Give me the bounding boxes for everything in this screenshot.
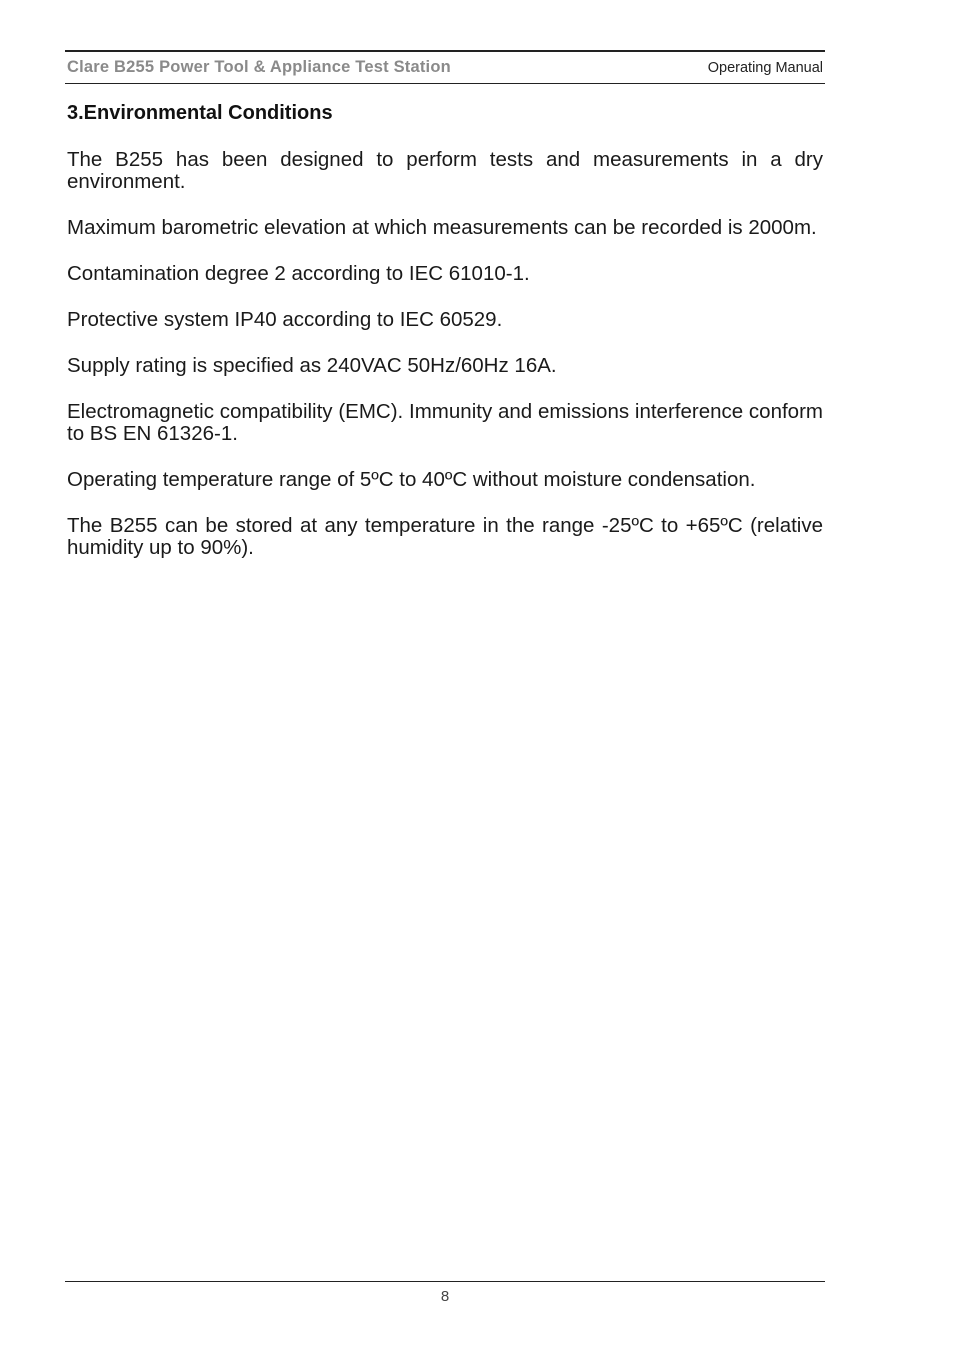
section-heading: 3.Environmental Conditions xyxy=(67,102,333,124)
paragraph-supply-rating: Supply rating is specified as 240VAC 50Hz/60Hz 16A. xyxy=(67,354,557,377)
page-number: 8 xyxy=(440,1288,450,1305)
paragraph-contamination-degree: Contamination degree 2 according to IEC 61010-1. xyxy=(67,262,530,285)
document-type-label: Operating Manual xyxy=(707,60,823,76)
document-title: Clare B255 Power Tool & Appliance Test Station xyxy=(67,58,451,76)
footer-divider xyxy=(65,1281,825,1282)
page-header xyxy=(65,50,825,84)
page-content xyxy=(67,100,823,583)
paragraph-dry-environment: The B255 has been designed to perform tests and measurements in a dry environment. xyxy=(67,148,823,193)
paragraph-protective-system: Protective system IP40 according to IEC 60529. xyxy=(67,308,503,331)
paragraph-barometric-elevation: Maximum barometric elevation at which measurements can be recorded is 2000m. xyxy=(67,216,817,239)
paragraph-operating-temperature: Operating temperature range of 5ºC to 40ºC without moisture condensation. xyxy=(67,468,756,491)
paragraph-storage-temperature: The B255 can be stored at any temperature in the range -25ºC to +65ºC (relative humidity up to 90%). xyxy=(67,514,823,559)
paragraph-emc: Electromagnetic compatibility (EMC). Immunity and emissions interference conform to BS EN 61326-1. xyxy=(67,400,823,445)
